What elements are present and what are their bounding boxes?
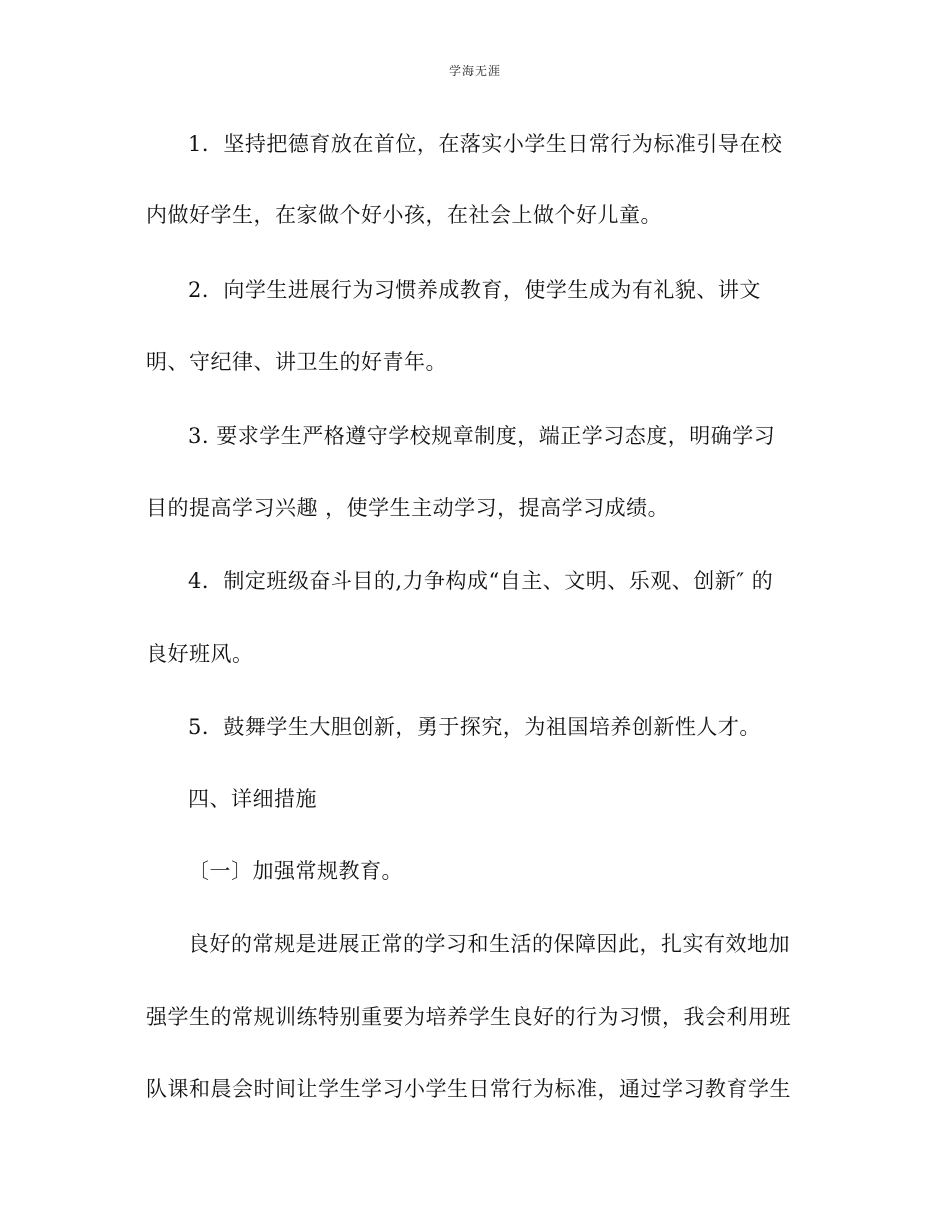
- text-line-13: 强学生的常规训练特别重要为培养学生良好的行为习惯，我会利用班: [146, 1005, 791, 1029]
- text-line-3: 2．向学生进展行为习惯养成教育，使学生成为有礼貌、讲文: [188, 278, 761, 302]
- text-line-14: 队课和晨会时间让学生学习小学生日常行为标准，通过学习教育学生: [146, 1077, 791, 1101]
- text-line-2: 内做好学生，在家做个好小孩，在社会上做个好儿童。: [146, 203, 662, 227]
- text-line-8: 良好班风。: [146, 642, 254, 666]
- text-line-4: 明、守纪律、讲卫生的好青年。: [146, 350, 447, 374]
- text-line-1: 1．坚持把德育放在首位，在落实小学生日常行为标准引导在校: [188, 132, 783, 156]
- text-line-7: 4．制定班级奋斗目的,力争构成“自主、文明、乐观、创新″ 的: [188, 569, 774, 593]
- text-line-12: 良好的常规是进展正常的学习和生活的保障因此，扎实有效地加: [188, 932, 790, 956]
- text-line-9: 5．鼓舞学生大胆创新，勇于探究，为祖国培养创新性人才。: [188, 715, 761, 739]
- page-header: 学海无涯: [448, 64, 501, 78]
- text-line-6: 目的提高学习兴趣 ，使学生主动学习，提高学习成绩。: [146, 496, 670, 520]
- text-line-5: 3. 要求学生严格遵守学校规章制度，端正学习态度，明确学习: [188, 424, 776, 448]
- section-heading: 四、详细措施: [188, 787, 317, 811]
- subsection-heading: 〔一〕加强常规教育。: [188, 859, 403, 883]
